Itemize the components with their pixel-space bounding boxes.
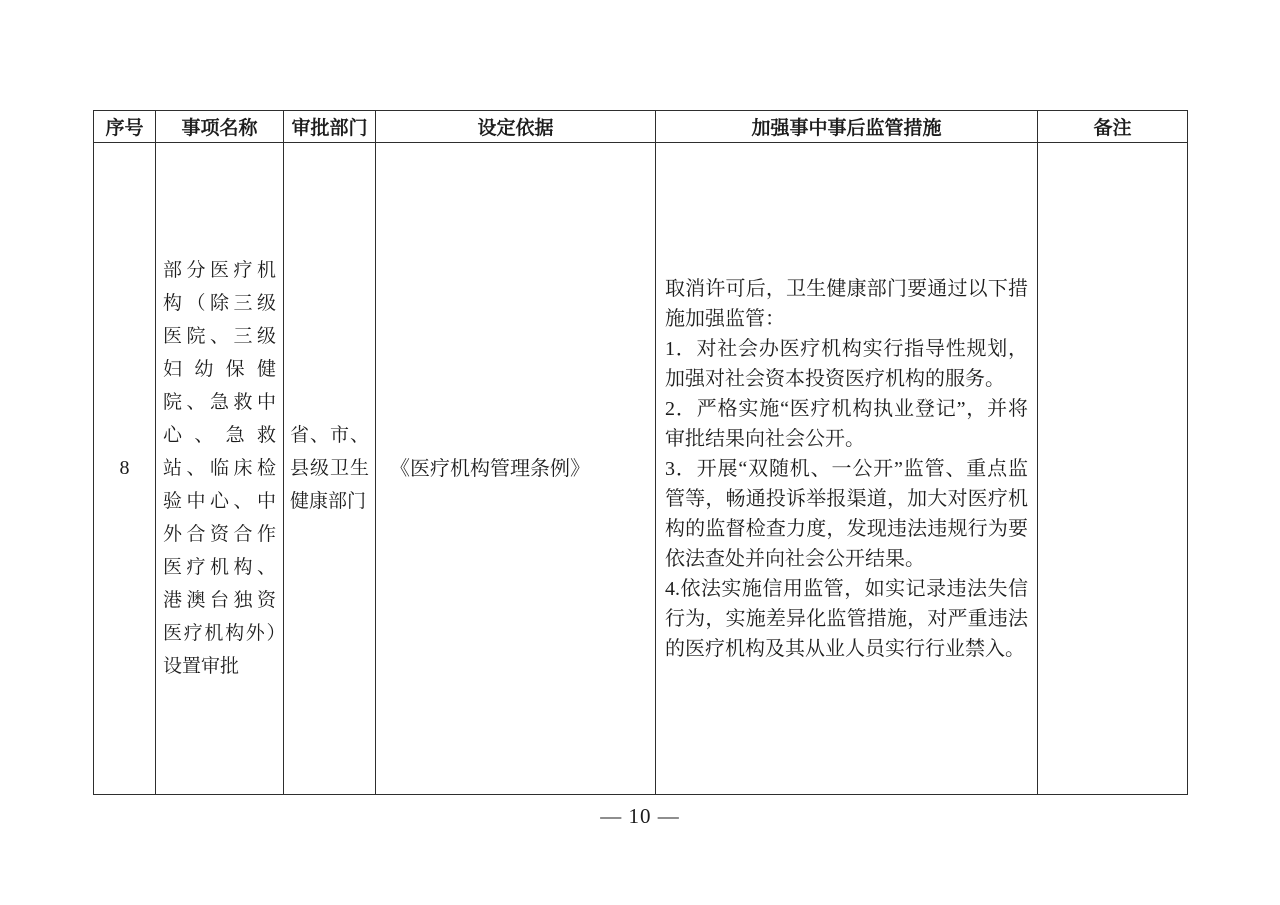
measures-item-3: 3．开展“双随机、一公开”监管、重点监管等，畅通投诉举报渠道，加大对医疗机构的监督检查力度，发现违法违规行为要依法查处并向社会公开结果。 — [665, 457, 1028, 570]
page-number: — 10 — — [600, 804, 680, 828]
col-header-supervision-measures: 加强事中事后监管措施 — [656, 111, 1038, 143]
measures-intro: 取消许可后，卫生健康部门要通过以下措施加强监管： — [665, 277, 1028, 330]
measures-item-4: 4.依法实施信用监管，如实记录违法失信行为，实施差异化监管措施，对严重违法的医疗机构及其从业人员实行行业禁入。 — [665, 577, 1028, 660]
cell-item-name: 部分医疗机构（除三级医院、三级妇幼保健院、急救中心、急救站、临床检验中心、中外合资合作医疗机构、港澳台独资医疗机构外）设置审批 — [156, 143, 284, 795]
approval-items-table — [93, 110, 1188, 795]
table-row — [94, 143, 1188, 795]
col-header-setting-basis: 设定依据 — [376, 111, 656, 143]
cell-remarks — [1038, 143, 1188, 795]
col-header-approval-department: 审批部门 — [284, 111, 376, 143]
cell-setting-basis: 《医疗机构管理条例》 — [376, 143, 656, 795]
table-header-row — [94, 111, 1188, 143]
measures-item-1: 1．对社会办医疗机构实行指导性规划，加强对社会资本投资医疗机构的服务。 — [665, 337, 1028, 390]
col-header-item-name: 事项名称 — [156, 111, 284, 143]
cell-sequence-number: 8 — [94, 143, 156, 795]
col-header-seq: 序号 — [94, 111, 156, 143]
col-header-remarks: 备注 — [1038, 111, 1188, 143]
cell-approval-department: 省、市、县级卫生健康部门 — [284, 143, 376, 795]
measures-item-2: 2．严格实施“医疗机构执业登记”，并将审批结果向社会公开。 — [665, 397, 1028, 450]
cell-supervision-measures — [656, 143, 1038, 795]
